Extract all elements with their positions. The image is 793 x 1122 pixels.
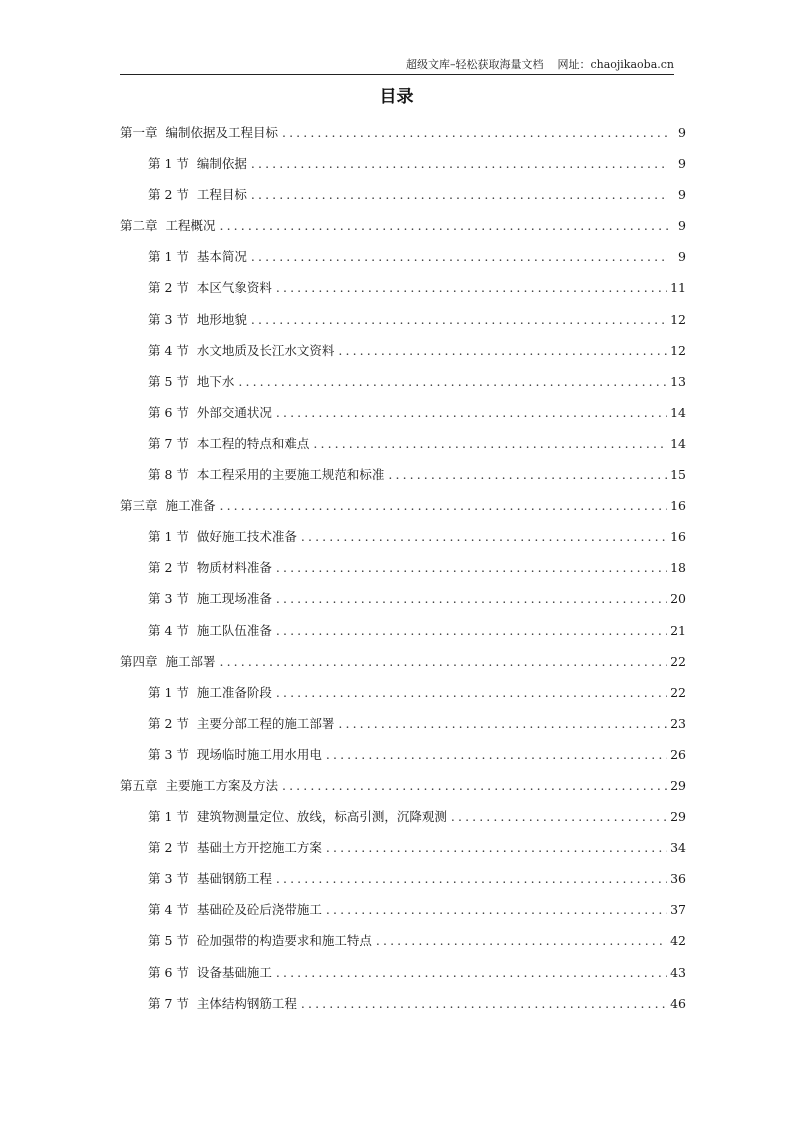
toc-entry-number: 第 6 节: [148, 964, 189, 980]
toc-entry-number: 第 2 节: [148, 280, 189, 296]
toc-entry-title: 外部交通状况: [196, 404, 272, 420]
toc-entry-title: 水文地质及长江水文资料: [196, 342, 335, 358]
toc-entry-number: 第 3 节: [148, 871, 189, 887]
toc-entry-title: 施工队伍准备: [196, 622, 272, 638]
toc-dot-leader: [326, 739, 667, 770]
toc-section-entry[interactable]: [120, 739, 686, 770]
toc-section-entry[interactable]: [120, 988, 686, 1019]
toc-page-number: 16: [670, 529, 686, 545]
toc-entry-label: [148, 615, 272, 646]
toc-entry-title: 地下水: [196, 373, 235, 389]
toc-entry-title: 基本简况: [196, 249, 247, 265]
toc-dot-leader: [376, 925, 667, 956]
page-header: [120, 56, 674, 74]
toc-chapter-entry[interactable]: [120, 770, 686, 801]
toc-entry-number: 第 2 节: [148, 560, 189, 576]
toc-entry-title: 编制依据: [196, 156, 247, 172]
toc-entry-label: [148, 583, 272, 614]
toc-entry-number: 第 4 节: [148, 622, 189, 638]
toc-section-entry[interactable]: [120, 925, 686, 956]
page-title: 目录: [379, 87, 414, 107]
toc-page-number: 14: [670, 435, 686, 451]
toc-entry-number: 第 7 节: [148, 435, 189, 451]
toc-entry-label: [148, 988, 297, 1019]
toc-entry-label: [148, 521, 297, 552]
toc-entry-number: 第四章: [120, 653, 158, 669]
toc-entry-number: 第 1 节: [148, 529, 189, 545]
toc-dot-leader: [451, 801, 667, 832]
toc-section-entry[interactable]: [120, 148, 686, 179]
toc-page-number: 23: [670, 715, 686, 731]
toc-entry-number: 第 2 节: [148, 715, 189, 731]
toc-entry-title: 主体结构钢筋工程: [196, 995, 297, 1011]
toc-entry-label: [148, 894, 322, 925]
toc-entry-title: 编制依据及工程目标: [165, 125, 279, 140]
toc-entry-label: [148, 366, 234, 397]
toc-entry-title: 基础土方开挖施工方案: [196, 840, 322, 856]
toc-section-entry[interactable]: [120, 894, 686, 925]
table-of-contents: [120, 117, 686, 1019]
toc-entry-title: 主要分部工程的施工部署: [196, 715, 335, 731]
toc-page-number: 29: [670, 809, 686, 825]
toc-page-number: 9: [678, 218, 686, 234]
toc-section-entry[interactable]: [120, 428, 686, 459]
toc-dot-leader: [276, 615, 667, 646]
toc-entry-label: [148, 832, 322, 863]
toc-entry-title: 物质材料准备: [196, 560, 272, 576]
toc-entry-number: 第 2 节: [148, 840, 189, 856]
toc-entry-title: 施工现场准备: [196, 591, 272, 607]
toc-section-entry[interactable]: [120, 801, 686, 832]
toc-page-number: 11: [670, 280, 686, 296]
toc-chapter-entry[interactable]: [120, 646, 686, 677]
toc-section-entry[interactable]: [120, 583, 686, 614]
toc-section-entry[interactable]: [120, 708, 686, 739]
toc-section-entry[interactable]: [120, 241, 686, 272]
toc-section-entry[interactable]: [120, 304, 686, 335]
toc-page-number: 20: [670, 591, 686, 607]
toc-page-number: 9: [678, 156, 686, 172]
toc-page-number: 12: [670, 311, 686, 327]
toc-entry-label: [148, 335, 334, 366]
toc-entry-label: [148, 148, 247, 179]
toc-entry-number: 第 4 节: [148, 342, 189, 358]
toc-page-number: 22: [670, 653, 686, 669]
toc-dot-leader: [276, 272, 667, 303]
toc-section-entry[interactable]: [120, 335, 686, 366]
toc-page-number: 15: [670, 467, 686, 483]
toc-entry-title: 地形地貌: [196, 311, 247, 327]
toc-dot-leader: [301, 988, 667, 1019]
toc-page-number: 29: [670, 777, 686, 793]
toc-entry-title: 基础钢筋工程: [196, 871, 272, 887]
toc-entry-number: 第 2 节: [148, 187, 189, 203]
toc-dot-leader: [388, 459, 667, 490]
toc-section-entry[interactable]: [120, 615, 686, 646]
toc-page-number: 9: [678, 187, 686, 203]
toc-dot-leader: [220, 646, 668, 677]
toc-page-number: 9: [678, 125, 686, 140]
toc-entry-label: [148, 179, 247, 210]
header-url-text: 网址：chaojikaoba.cn: [557, 58, 674, 71]
toc-page-number: 9: [678, 249, 686, 265]
toc-entry-title: 做好施工技术准备: [196, 529, 297, 545]
toc-dot-leader: [313, 428, 667, 459]
toc-entry-label: [120, 646, 216, 677]
toc-entry-title: 施工部署: [165, 653, 216, 669]
toc-section-entry[interactable]: [120, 272, 686, 303]
toc-section-entry[interactable]: [120, 552, 686, 583]
toc-dot-leader: [326, 832, 667, 863]
toc-dot-leader: [251, 148, 669, 179]
toc-entry-number: 第 6 节: [148, 404, 189, 420]
toc-page-number: 37: [670, 902, 686, 918]
toc-entry-number: 第 1 节: [148, 249, 189, 265]
header-site-text: 超级文库–轻松获取海量文档: [405, 58, 544, 71]
toc-entry-title: 工程目标: [196, 187, 247, 203]
toc-entry-title: 现场临时施工用水用电: [196, 746, 322, 762]
header-divider: [120, 74, 674, 75]
toc-dot-leader: [251, 241, 669, 272]
toc-entry-number: 第 1 节: [148, 809, 189, 825]
toc-section-entry[interactable]: [120, 179, 686, 210]
toc-chapter-entry[interactable]: [120, 210, 686, 241]
toc-entry-title: 本区气象资料: [196, 280, 272, 296]
toc-entry-label: [148, 241, 247, 272]
toc-entry-number: 第 1 节: [148, 156, 189, 172]
toc-entry-title: 本工程的特点和难点: [196, 435, 310, 451]
toc-page-number: 13: [670, 373, 686, 389]
toc-section-entry[interactable]: [120, 863, 686, 894]
toc-dot-leader: [251, 179, 669, 210]
toc-entry-label: [120, 117, 278, 148]
toc-entry-number: 第五章: [120, 777, 158, 793]
toc-dot-leader: [338, 335, 667, 366]
toc-entry-number: 第 4 节: [148, 902, 189, 918]
toc-entry-label: [120, 770, 278, 801]
toc-dot-leader: [326, 894, 667, 925]
toc-entry-number: 第 5 节: [148, 933, 189, 949]
toc-entry-number: 第 3 节: [148, 746, 189, 762]
toc-entry-label: [148, 925, 372, 956]
toc-chapter-entry[interactable]: [120, 490, 686, 521]
toc-dot-leader: [301, 521, 667, 552]
toc-page-number: 14: [670, 404, 686, 420]
toc-chapter-entry[interactable]: [120, 117, 686, 148]
toc-page-number: 22: [670, 684, 686, 700]
toc-entry-number: 第 1 节: [148, 684, 189, 700]
toc-entry-title: 工程概况: [165, 218, 216, 234]
toc-entry-label: [148, 428, 309, 459]
toc-dot-leader: [276, 397, 667, 428]
toc-entry-label: [148, 397, 272, 428]
toc-dot-leader: [276, 957, 667, 988]
toc-entry-label: [148, 801, 447, 832]
toc-entry-number: 第 8 节: [148, 467, 189, 483]
toc-section-entry[interactable]: [120, 957, 686, 988]
toc-dot-leader: [220, 490, 668, 521]
toc-section-entry[interactable]: [120, 521, 686, 552]
toc-entry-title: 基础砼及砼后浇带施工: [196, 902, 322, 918]
toc-entry-title: 主要施工方案及方法: [165, 777, 279, 793]
toc-entry-title: 设备基础施工: [196, 964, 272, 980]
toc-page-number: 36: [670, 871, 686, 887]
toc-dot-leader: [338, 708, 667, 739]
toc-page-number: 12: [670, 342, 686, 358]
toc-entry-label: [148, 863, 272, 894]
toc-dot-leader: [238, 366, 667, 397]
toc-entry-number: 第二章: [120, 218, 158, 234]
toc-entry-label: [148, 677, 272, 708]
toc-entry-number: 第 5 节: [148, 373, 189, 389]
toc-page-number: 34: [670, 840, 686, 856]
toc-page-number: 26: [670, 746, 686, 762]
toc-entry-number: 第 3 节: [148, 311, 189, 327]
toc-dot-leader: [282, 117, 669, 148]
toc-entry-title: 本工程采用的主要施工规范和标准: [196, 467, 385, 483]
toc-page-number: 46: [670, 995, 686, 1011]
toc-section-entry[interactable]: [120, 677, 686, 708]
toc-dot-leader: [276, 552, 667, 583]
toc-dot-leader: [276, 677, 667, 708]
toc-entry-number: 第三章: [120, 498, 158, 514]
toc-entry-title: 砼加强带的构造要求和施工特点: [196, 933, 372, 949]
toc-section-entry[interactable]: [120, 832, 686, 863]
toc-dot-leader: [220, 210, 669, 241]
toc-dot-leader: [276, 583, 667, 614]
toc-section-entry[interactable]: [120, 366, 686, 397]
toc-entry-label: [148, 708, 334, 739]
toc-page-number: 43: [670, 964, 686, 980]
toc-dot-leader: [276, 863, 667, 894]
toc-dot-leader: [251, 304, 667, 335]
toc-section-entry[interactable]: [120, 397, 686, 428]
toc-entry-label: [120, 210, 216, 241]
toc-entry-label: [120, 490, 216, 521]
toc-entry-label: [148, 552, 272, 583]
toc-entry-number: 第 3 节: [148, 591, 189, 607]
toc-entry-label: [148, 272, 272, 303]
toc-page-number: 18: [670, 560, 686, 576]
toc-entry-number: 第 7 节: [148, 995, 189, 1011]
toc-entry-label: [148, 459, 384, 490]
toc-entry-label: [148, 957, 272, 988]
toc-entry-title: 施工准备阶段: [196, 684, 272, 700]
toc-entry-number: 第一章: [120, 125, 158, 140]
toc-page-number: 16: [670, 498, 686, 514]
toc-entry-label: [148, 739, 322, 770]
toc-section-entry[interactable]: [120, 459, 686, 490]
toc-entry-title: 建筑物测量定位、放线，标高引测，沉降观测: [196, 809, 447, 825]
toc-page-number: 21: [670, 622, 686, 638]
toc-dot-leader: [282, 770, 667, 801]
toc-entry-title: 施工准备: [165, 498, 216, 514]
toc-page-number: 42: [670, 933, 686, 949]
toc-entry-label: [148, 304, 247, 335]
